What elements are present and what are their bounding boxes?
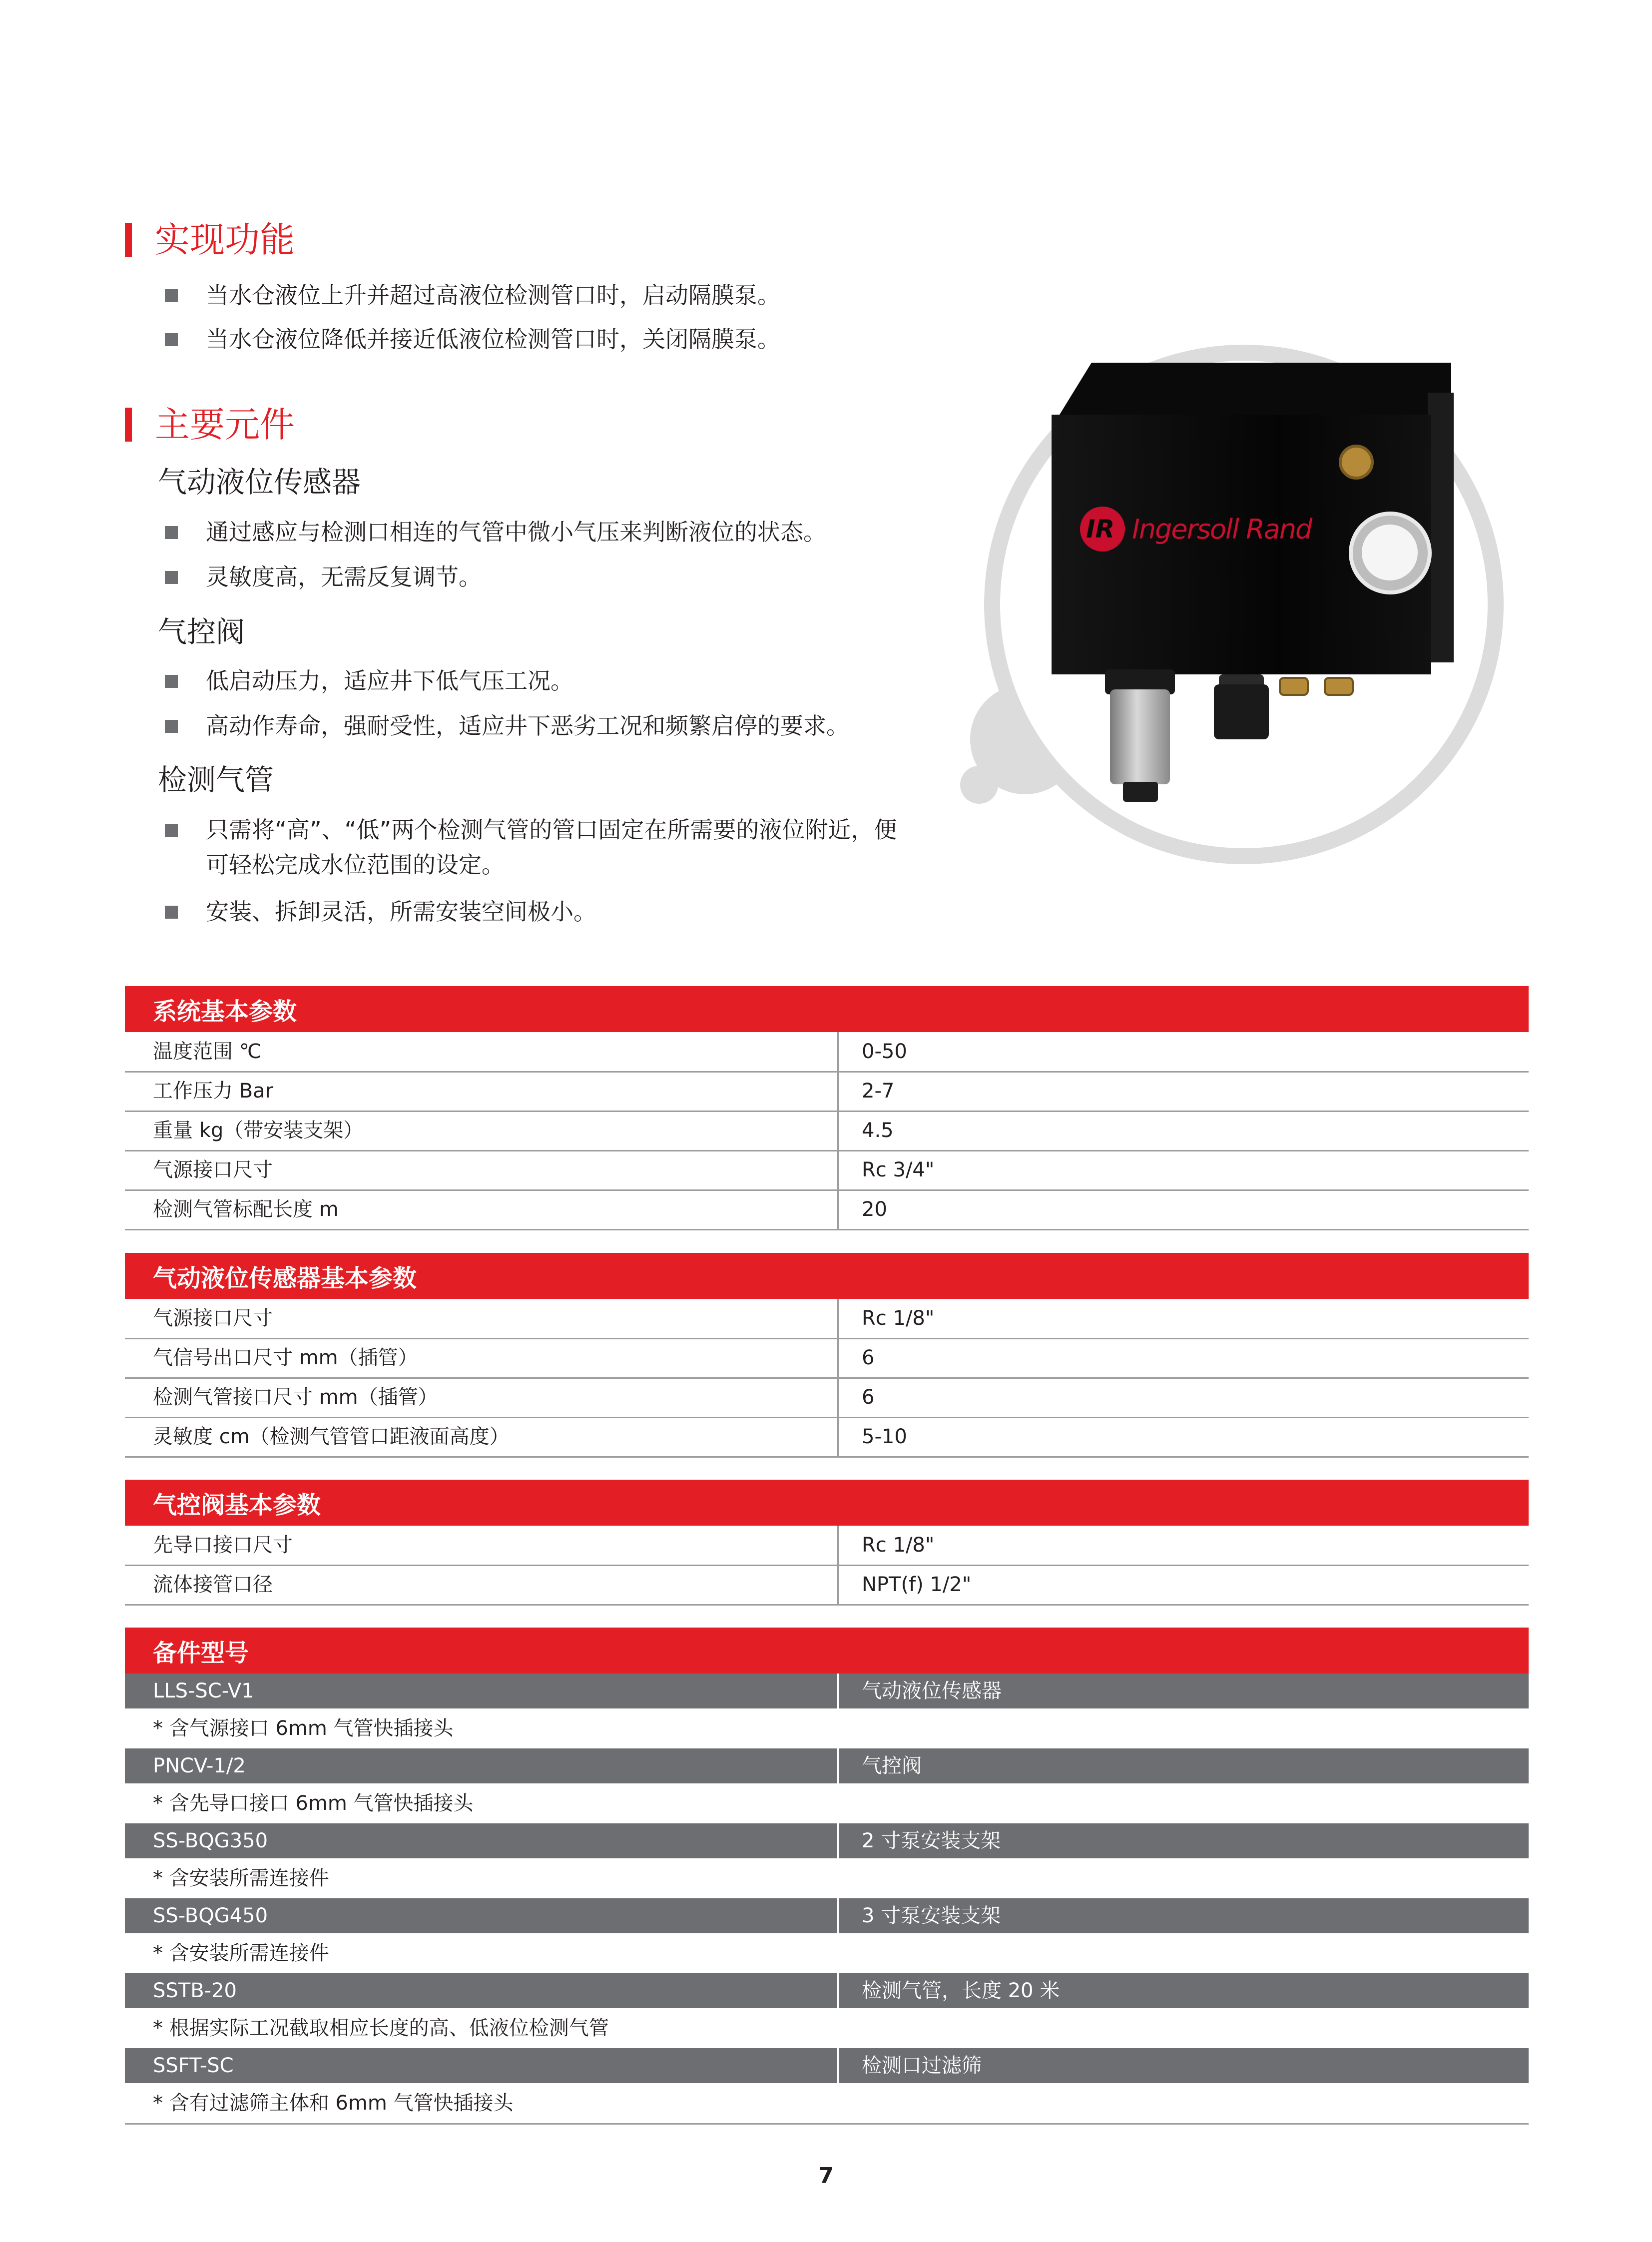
- table-row: 流体接管口径 NPT(f) 1/2": [125, 1565, 1529, 1606]
- spare-part-row: SS-BQG350 2 寸泵安装支架: [125, 1823, 1529, 1858]
- air-fitting: [1324, 677, 1354, 696]
- section-marker: [125, 223, 132, 257]
- component-subtitle: 气动液位传感器: [158, 465, 361, 499]
- table-row: 气信号出口尺寸 mm（插管） 6: [125, 1338, 1529, 1379]
- spare-part-row: SSTB-20 检测气管，长度 20 米: [125, 1973, 1529, 2008]
- brand-logo-text: Ingersoll Rand: [1132, 514, 1312, 545]
- table-row: 重量 kg（带安装支架） 4.5: [125, 1111, 1529, 1151]
- section-marker: [125, 408, 132, 442]
- bullet-square-icon: [165, 526, 178, 539]
- spare-part-note: * 含有过滤筛主体和 6mm 气管快插接头: [125, 2083, 1529, 2125]
- filter-drain: [1123, 782, 1158, 802]
- decorative-circle: [960, 766, 998, 804]
- table-header: 系统基本参数: [125, 986, 1529, 1032]
- brand-logo-mark: IR: [1080, 507, 1125, 552]
- table-row: 温度范围 ℃ 0-50: [125, 1032, 1529, 1073]
- bullet-square-icon: [165, 571, 178, 584]
- spare-parts-table: [125, 1628, 1529, 2125]
- spare-part-note: * 含先导口接口 6mm 气管快插接头: [153, 1792, 474, 1815]
- spare-part-row: LLS-SC-V1 气动液位传感器: [125, 1674, 1529, 1708]
- component-subtitle: 气控阀: [158, 615, 245, 649]
- bullet-square-icon: [165, 906, 178, 919]
- spare-part-note: * 含安装所需连接件: [153, 1867, 329, 1890]
- brand-logo: [1080, 505, 1312, 555]
- air-fitting: [1339, 445, 1374, 480]
- pressure-gauge-face: [1362, 525, 1418, 580]
- spare-part-note: * 含气源接口 6mm 气管快插接头: [153, 1717, 454, 1740]
- air-fitting: [1279, 677, 1309, 696]
- cable-gland: [1214, 684, 1269, 739]
- spare-part-row: SS-BQG450 3 寸泵安装支架: [125, 1898, 1529, 1933]
- section-title: 实现功能: [155, 219, 295, 260]
- bullet-square-icon: [165, 720, 178, 733]
- bullet-square-icon: [165, 333, 178, 346]
- air-filter: [1110, 689, 1170, 784]
- table-row: 灵敏度 cm（检测气管管口距液面高度） 5-10: [125, 1417, 1529, 1458]
- table-header: 气动液位传感器基本参数: [125, 1253, 1529, 1299]
- spare-part-note: * 含安装所需连接件: [153, 1942, 329, 1965]
- table-row: 气源接口尺寸 Rc 1/8": [125, 1299, 1529, 1339]
- table-row: 检测气管接口尺寸 mm（插管） 6: [125, 1378, 1529, 1418]
- bullet-square-icon: [165, 824, 178, 837]
- bullet-square-icon: [165, 675, 178, 688]
- component-subtitle: 检测气管: [158, 763, 274, 797]
- table-header: 气控阀基本参数: [125, 1480, 1529, 1526]
- spec-table-sensor: [125, 1253, 1529, 1458]
- spare-part-row: SSFT-SC 检测口过滤筛: [125, 2048, 1529, 2083]
- spare-part-note: * 根据实际工况截取相应长度的高、低液位检测气管: [153, 2017, 609, 2040]
- table-row: 检测气管标配长度 m 20: [125, 1190, 1529, 1230]
- section-title: 主要元件: [155, 404, 295, 445]
- spec-table-system: [125, 986, 1529, 1229]
- sensor-box-side: [1428, 393, 1454, 662]
- spare-part-row: PNCV-1/2 气控阀: [125, 1748, 1529, 1783]
- spec-table-valve: [125, 1480, 1529, 1606]
- bullet-square-icon: [165, 289, 178, 302]
- table-row: 气源接口尺寸 Rc 3/4": [125, 1150, 1529, 1191]
- table-row: 工作压力 Bar 2-7: [125, 1072, 1529, 1112]
- page-number: 7: [818, 2163, 834, 2189]
- table-header: 备件型号: [125, 1628, 1529, 1674]
- table-row: 先导口接口尺寸 Rc 1/8": [125, 1526, 1529, 1566]
